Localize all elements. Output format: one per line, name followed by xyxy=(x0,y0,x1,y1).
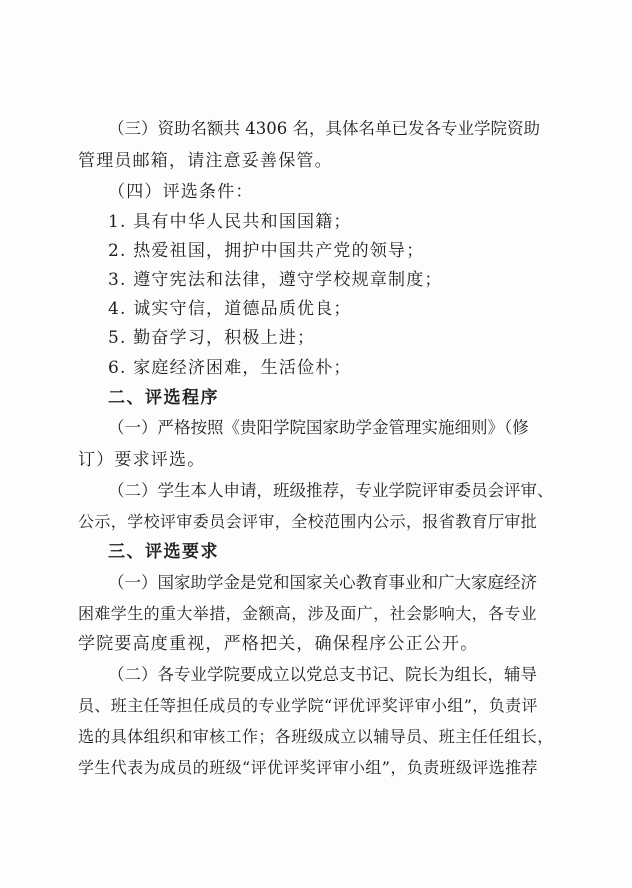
list-item: 2. 热爱祖国，拥护中国共产党的领导； xyxy=(108,241,425,261)
paragraph-line: 公示，学校评审委员会评审，全校范围内公示，报省教育厅审批 xyxy=(78,512,538,531)
paragraph-line: （三）资助名额共 4306 名，具体名单已发各专业学院资助 xyxy=(108,119,540,138)
paragraph-line: 订）要求评选。 xyxy=(78,450,206,470)
list-item: 4. 诚实守信，道德品质优良； xyxy=(108,299,352,319)
paragraph-line: 选的具体组织和审核工作；各班级成立以辅导员、班主任任组长， xyxy=(78,727,554,746)
paragraph-line: 困难学生的重大举措，金额高，涉及面广，社会影响大，各专业 xyxy=(78,604,538,623)
list-item: 5. 勤奋学习，积极上进； xyxy=(108,328,316,348)
paragraph-line: 员、班主任等担任成员的专业学院“评优评奖评审小组”，负责评 xyxy=(78,696,538,715)
paragraph-line: （二）学生本人申请，班级推荐，专业学院评审委员会评审、 xyxy=(108,481,554,500)
list-item: 6. 家庭经济困难，生活俭朴； xyxy=(108,358,352,378)
paragraph-line: 学生代表为成员的班级“评优评奖评审小组”，负责班级评选推荐 xyxy=(78,758,538,777)
paragraph-line: （一）国家助学金是党和国家关心教育事业和广大家庭经济 xyxy=(108,573,537,592)
paragraph-line: （一）严格按照《贵阳学院国家助学金管理实施细则》（修 xyxy=(108,418,529,437)
paragraph-line: 管理员邮箱，请注意妥善保管。 xyxy=(78,151,333,171)
paragraph-line: （二）各专业学院要成立以党总支书记、院长为组长，辅导 xyxy=(108,665,537,684)
paragraph-line: 学院要高度重视，严格把关，确保程序公正公开。 xyxy=(78,634,479,654)
list-item: 3. 遵守宪法和法律，遵守学校规章制度； xyxy=(108,270,443,290)
section-heading: 三、评选要求 xyxy=(108,542,219,562)
list-item: 1. 具有中华人民共和国国籍； xyxy=(108,212,352,232)
section-subheading: （四）评选条件： xyxy=(108,182,254,202)
section-heading: 二、评选程序 xyxy=(108,388,219,408)
